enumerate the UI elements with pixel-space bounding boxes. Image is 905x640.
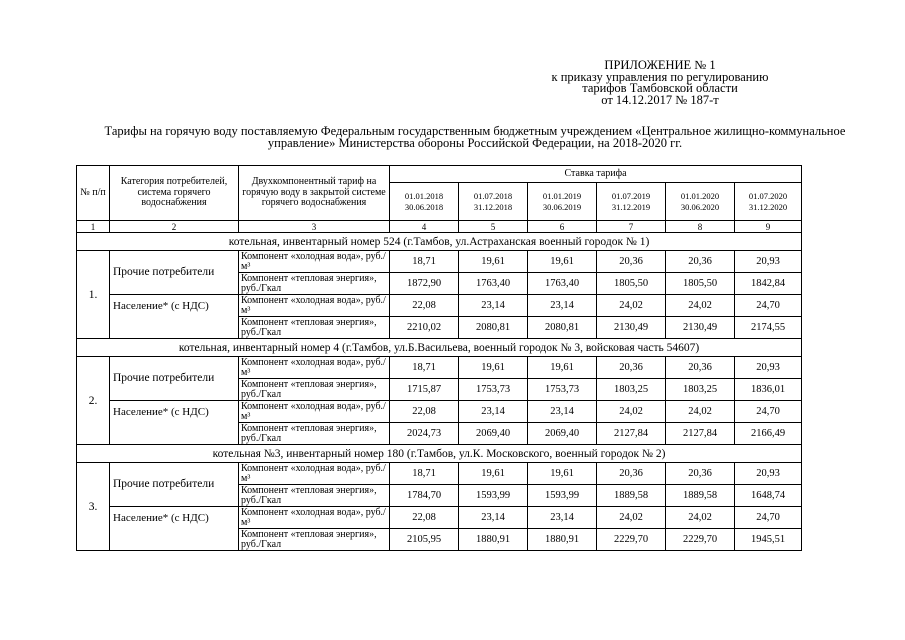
- row-number: 2.: [77, 357, 110, 445]
- tariff-table: [76, 165, 802, 551]
- column-number: 2: [110, 221, 239, 233]
- rate-value: 24,02: [597, 401, 666, 423]
- period-header: [459, 183, 528, 221]
- rate-value: 1945,51: [735, 529, 802, 551]
- period-header: [528, 183, 597, 221]
- rate-value: 1715,87: [390, 379, 459, 401]
- rate-value: 19,61: [528, 251, 597, 273]
- rate-value: 1805,50: [666, 273, 735, 295]
- rate-value: 1803,25: [666, 379, 735, 401]
- rate-value: 2127,84: [597, 423, 666, 445]
- consumer-category: Прочие потребители: [110, 357, 239, 401]
- column-number: 8: [666, 221, 735, 233]
- section-row: [77, 445, 802, 463]
- rate-value: 1753,73: [459, 379, 528, 401]
- rate-value: 19,61: [528, 463, 597, 485]
- document-title: Тарифы на горячую воду поставляемую Федеральным государственным бюджетным учреждением «Центральное жилищно-коммунальное управление» Министерства обороны Российской Федерации, на 2018-2020 гг.: [104, 124, 846, 150]
- rate-value: 22,08: [390, 295, 459, 317]
- period-from: 01.07.2020: [748, 190, 788, 201]
- rate-value: 2210,02: [390, 317, 459, 339]
- rate-value: 1842,84: [735, 273, 802, 295]
- period-header: [390, 183, 459, 221]
- column-number: 6: [528, 221, 597, 233]
- rate-value: 18,71: [390, 463, 459, 485]
- period-from: 01.07.2018: [473, 190, 513, 201]
- period-from: 01.01.2018: [404, 190, 444, 201]
- period-header: [735, 183, 802, 221]
- rate-value: 1593,99: [528, 485, 597, 507]
- rate-value: 1880,91: [459, 529, 528, 551]
- rate-value: 1880,91: [528, 529, 597, 551]
- rate-value: 2229,70: [597, 529, 666, 551]
- rate-value: 19,61: [528, 357, 597, 379]
- rate-value: 23,14: [528, 401, 597, 423]
- rate-value: 20,93: [735, 357, 802, 379]
- tariff-component: Компонент «холодная вода», руб./м³: [239, 357, 390, 379]
- rate-value: 1593,99: [459, 485, 528, 507]
- row-number: 1.: [77, 251, 110, 339]
- period-to: 30.06.2019: [542, 201, 582, 212]
- rate-value: 24,70: [735, 295, 802, 317]
- tariff-component: Компонент «тепловая энергия», руб./Гкал: [239, 379, 390, 401]
- rate-value: 24,02: [666, 295, 735, 317]
- table-row: [77, 401, 802, 423]
- rate-value: 24,70: [735, 507, 802, 529]
- period-from: 01.01.2019: [542, 190, 582, 201]
- rate-value: 20,93: [735, 463, 802, 485]
- period-header: [666, 183, 735, 221]
- rate-value: 1648,74: [735, 485, 802, 507]
- rate-value: 20,36: [666, 251, 735, 273]
- period-header: [597, 183, 666, 221]
- rate-value: 19,61: [459, 251, 528, 273]
- rate-value: 1763,40: [459, 273, 528, 295]
- rate-value: 2080,81: [528, 317, 597, 339]
- rate-value: 23,14: [528, 507, 597, 529]
- rate-value: 20,36: [597, 463, 666, 485]
- rate-value: 18,71: [390, 251, 459, 273]
- boiler-title: котельная №3, инвентарный номер 180 (г.Тамбов, ул.К. Московского, военный городок № 2): [77, 445, 802, 463]
- table-row: [77, 463, 802, 485]
- rate-value: 1889,58: [597, 485, 666, 507]
- rate-value: 2127,84: [666, 423, 735, 445]
- row-number: 3.: [77, 463, 110, 551]
- rate-value: 1753,73: [528, 379, 597, 401]
- rate-value: 1784,70: [390, 485, 459, 507]
- tariff-component: Компонент «холодная вода», руб./м³: [239, 507, 390, 529]
- boiler-title: котельная, инвентарный номер 4 (г.Тамбов, ул.Б.Васильева, военный городок № 3, войсковая часть 54607): [77, 339, 802, 357]
- appendix-header: [490, 60, 830, 106]
- consumer-category: Население* (с НДС): [110, 295, 239, 339]
- rate-value: 2130,49: [597, 317, 666, 339]
- rate-value: 24,02: [597, 295, 666, 317]
- rate-value: 1763,40: [528, 273, 597, 295]
- rate-value: 24,70: [735, 401, 802, 423]
- rate-value: 20,36: [597, 251, 666, 273]
- period-from: 01.01.2020: [680, 190, 720, 201]
- boiler-title: котельная, инвентарный номер 524 (г.Тамбов, ул.Астраханская военный городок № 1): [77, 233, 802, 251]
- table-row: [77, 251, 802, 273]
- consumer-category: Население* (с НДС): [110, 507, 239, 551]
- rate-value: 23,14: [459, 401, 528, 423]
- rate-value: 20,36: [666, 357, 735, 379]
- rate-value: 19,61: [459, 463, 528, 485]
- consumer-category: Население* (с НДС): [110, 401, 239, 445]
- section-row: [77, 233, 802, 251]
- rate-value: 19,61: [459, 357, 528, 379]
- tariff-component: Компонент «тепловая энергия», руб./Гкал: [239, 273, 390, 295]
- column-number: 4: [390, 221, 459, 233]
- appendix-order-line: к приказу управления по регулированию: [551, 69, 769, 84]
- rate-value: 1836,01: [735, 379, 802, 401]
- rate-value: 1872,90: [390, 273, 459, 295]
- header-num: № п/п: [77, 166, 110, 221]
- rate-value: 23,14: [459, 295, 528, 317]
- tariff-component: Компонент «тепловая энергия», руб./Гкал: [239, 317, 390, 339]
- column-number: 7: [597, 221, 666, 233]
- rate-value: 22,08: [390, 401, 459, 423]
- column-number: 3: [239, 221, 390, 233]
- tariff-component: Компонент «холодная вода», руб./м³: [239, 463, 390, 485]
- rate-value: 24,02: [666, 507, 735, 529]
- consumer-category: Прочие потребители: [110, 463, 239, 507]
- section-row: [77, 339, 802, 357]
- rate-value: 1805,50: [597, 273, 666, 295]
- tariff-component: Компонент «тепловая энергия», руб./Гкал: [239, 423, 390, 445]
- column-number: 1: [77, 221, 110, 233]
- period-to: 30.06.2018: [404, 201, 444, 212]
- rate-value: 20,36: [597, 357, 666, 379]
- consumer-category: Прочие потребители: [110, 251, 239, 295]
- appendix-authority-line: тарифов Тамбовской области: [582, 81, 738, 95]
- period-to: 31.12.2020: [748, 201, 788, 212]
- column-number: 9: [735, 221, 802, 233]
- rate-value: 1889,58: [666, 485, 735, 507]
- column-number: 5: [459, 221, 528, 233]
- rate-value: 2130,49: [666, 317, 735, 339]
- tariff-component: Компонент «холодная вода», руб./м³: [239, 295, 390, 317]
- rate-value: 22,08: [390, 507, 459, 529]
- tariff-component: Компонент «тепловая энергия», руб./Гкал: [239, 485, 390, 507]
- rate-value: 2229,70: [666, 529, 735, 551]
- rate-value: 2069,40: [459, 423, 528, 445]
- period-to: 30.06.2020: [680, 201, 720, 212]
- rate-value: 2024,73: [390, 423, 459, 445]
- tariff-component: Компонент «тепловая энергия», руб./Гкал: [239, 529, 390, 551]
- rate-value: 1803,25: [597, 379, 666, 401]
- appendix-title: ПРИЛОЖЕНИЕ № 1: [604, 58, 716, 72]
- rate-value: 24,02: [597, 507, 666, 529]
- rate-value: 2069,40: [528, 423, 597, 445]
- period-to: 31.12.2018: [473, 201, 513, 212]
- appendix-date-line: от 14.12.2017 № 187-т: [601, 92, 719, 107]
- rate-value: 24,02: [666, 401, 735, 423]
- rate-value: 20,36: [666, 463, 735, 485]
- rate-value: 20,93: [735, 251, 802, 273]
- rate-value: 18,71: [390, 357, 459, 379]
- rate-value: 2174,55: [735, 317, 802, 339]
- rate-value: 2105,95: [390, 529, 459, 551]
- period-from: 01.07.2019: [611, 190, 651, 201]
- tariff-component: Компонент «холодная вода», руб./м³: [239, 401, 390, 423]
- table-row: [77, 357, 802, 379]
- period-to: 31.12.2019: [611, 201, 651, 212]
- header-rate: Ставка тарифа: [390, 166, 802, 183]
- table-row: [77, 507, 802, 529]
- rate-value: 2166,49: [735, 423, 802, 445]
- rate-value: 2080,81: [459, 317, 528, 339]
- header-tariff: Двухкомпонентный тариф на горячую воду в закрытой системе горячего водоснабжения: [239, 166, 390, 221]
- tariff-component: Компонент «холодная вода», руб./м³: [239, 251, 390, 273]
- header-category: Категория потребителей, система горячего водоснабжения: [110, 166, 239, 221]
- rate-value: 23,14: [528, 295, 597, 317]
- rate-value: 23,14: [459, 507, 528, 529]
- table-row: [77, 295, 802, 317]
